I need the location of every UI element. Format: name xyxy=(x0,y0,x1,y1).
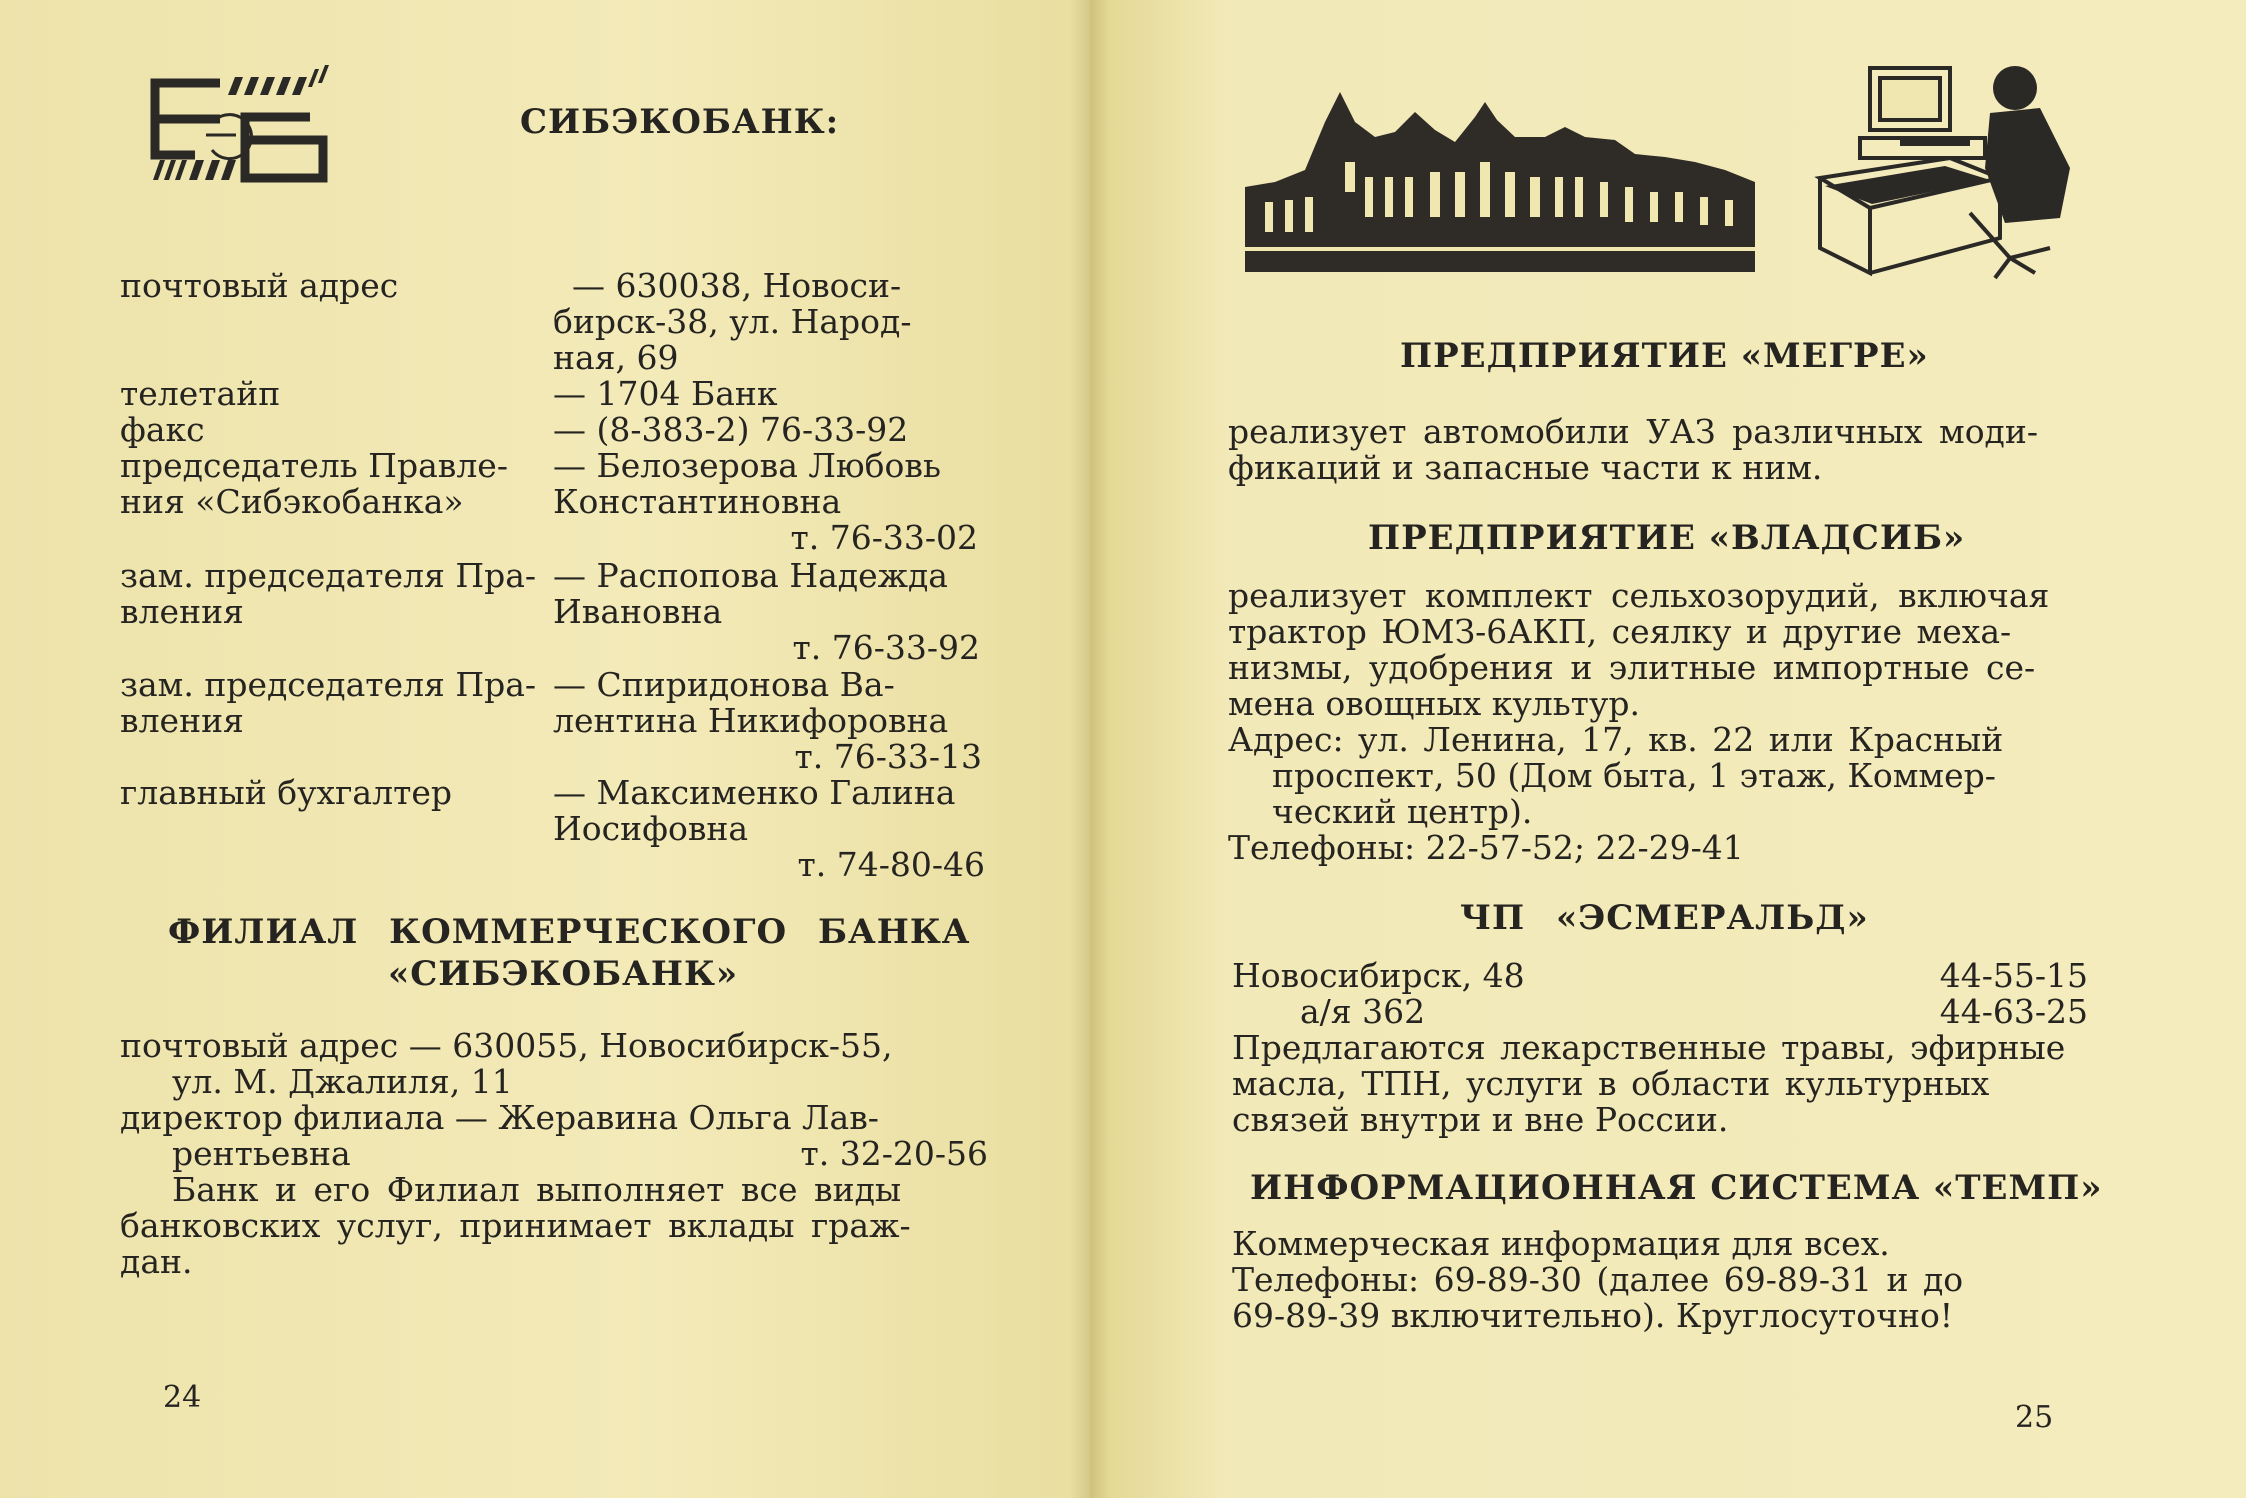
contact-deputy2-label-1: зам. председателя Пра- xyxy=(120,665,537,704)
contact-accountant-value-1: — Максименко Галина xyxy=(553,773,956,812)
sibecobank-title: СИБЭКОБАНК: xyxy=(520,102,840,142)
branch-line-3: директор филиала — Жеравина Ольга Лав- xyxy=(120,1098,879,1137)
office-worker-illustration xyxy=(1810,48,2080,288)
contact-deputy1-value-2: Ивановна xyxy=(553,592,723,631)
contact-chair-value-2: Константиновна xyxy=(553,482,842,521)
contact-deputy2-value-2: лентина Никифоровна xyxy=(553,701,949,740)
contact-deputy2-phone: т. 76-33-13 xyxy=(794,737,982,776)
contact-postal-value-3: ная, 69 xyxy=(553,338,679,377)
contact-postal-value-2: бирск-38, ул. Народ- xyxy=(553,302,912,341)
contact-accountant-value-2: Иосифовна xyxy=(553,809,749,848)
page-number-right: 25 xyxy=(2015,1400,2054,1435)
temp-line-3: 69-89-39 включительно). Круглосуточно! xyxy=(1232,1296,1954,1335)
contact-postal-value-1: — 630038, Новоси- xyxy=(572,266,902,305)
contact-fax-value: — (8-383-2) 76-33-92 xyxy=(553,410,909,449)
vladsib-title: ПРЕДПРИЯТИЕ «ВЛАДСИБ» xyxy=(1368,518,1966,558)
vladsib-line-2: трактор ЮМЗ-6АКП, сеялку и другие меха- xyxy=(1228,612,2012,651)
branch-line-2: ул. М. Джалиля, 11 xyxy=(172,1062,513,1101)
contact-teletype-label: телетайп xyxy=(120,374,281,413)
contact-accountant-label: главный бухгалтер xyxy=(120,773,452,812)
vladsib-line-8: Телефоны: 22-57-52; 22-29-41 xyxy=(1228,828,1744,867)
esmerald-phone-1: 44-55-15 xyxy=(1939,956,2088,995)
contact-deputy2-label-2: вления xyxy=(120,701,244,740)
esmerald-address-1: Новосибирск, 48 xyxy=(1232,956,1525,995)
contact-deputy1-label-2: вления xyxy=(120,592,244,631)
contact-deputy1-phone: т. 76-33-92 xyxy=(792,628,980,667)
book-gutter xyxy=(1070,0,1110,1498)
contact-chair-label-2: ния «Сибэкобанка» xyxy=(120,482,464,521)
contact-postal-label: почтовый адрес xyxy=(120,266,399,305)
branch-phone: т. 32-20-56 xyxy=(800,1134,988,1173)
building-illustration xyxy=(1245,82,1755,272)
vladsib-line-7: ческий центр). xyxy=(1272,792,1533,831)
contact-fax-label: факс xyxy=(120,410,205,449)
contact-accountant-phone: т. 74-80-46 xyxy=(797,845,985,884)
contact-deputy1-value-1: — Распопова Надежда xyxy=(553,556,948,595)
vladsib-line-1: реализует комплект сельхозорудий, включая xyxy=(1228,576,2050,615)
contact-chair-label-1: председатель Правле- xyxy=(120,446,508,485)
megre-line-1: реализует автомобили УАЗ различных моди- xyxy=(1228,412,2039,451)
temp-title: ИНФОРМАЦИОННАЯ СИСТЕМА «ТЕМП» xyxy=(1250,1168,2103,1208)
vladsib-line-5: Адрес: ул. Ленина, 17, кв. 22 или Красный xyxy=(1228,720,2004,759)
branch-line-1: почтовый адрес — 630055, Новосибирск-55, xyxy=(120,1026,893,1065)
contact-teletype-value: — 1704 Банк xyxy=(553,374,778,413)
vladsib-line-6: проспект, 50 (Дом быта, 1 этаж, Коммер- xyxy=(1272,756,1996,795)
megre-title: ПРЕДПРИЯТИЕ «МЕГРЕ» xyxy=(1400,336,1929,376)
branch-title-line-2: «СИБЭКОБАНК» xyxy=(388,954,739,994)
esmerald-phone-2: 44-63-25 xyxy=(1939,992,2088,1031)
contact-chair-value-1: — Белозерова Любовь xyxy=(553,446,941,485)
branch-line-6: банковских услуг, принимает вклады граж- xyxy=(120,1206,911,1245)
esmerald-line-2: масла, ТПН, услуги в области культурных xyxy=(1232,1064,1990,1103)
vladsib-line-4: мена овощных культур. xyxy=(1228,684,1640,723)
contact-deputy1-label-1: зам. председателя Пра- xyxy=(120,556,537,595)
contact-chair-phone: т. 76-33-02 xyxy=(790,518,978,557)
branch-line-7: дан. xyxy=(120,1242,193,1281)
sibecobank-logo xyxy=(140,55,350,195)
branch-line-5: Банк и его Филиал выполняет все виды xyxy=(172,1170,902,1209)
esmerald-address-2: а/я 362 xyxy=(1300,992,1426,1031)
vladsib-line-3: низмы, удобрения и элитные импортные се- xyxy=(1228,648,2036,687)
esmerald-line-1: Предлагаются лекарственные травы, эфирные xyxy=(1232,1028,2066,1067)
branch-title-line-1: ФИЛИАЛ КОММЕРЧЕСКОГО БАНКА xyxy=(168,912,971,952)
page-number-left: 24 xyxy=(163,1380,202,1415)
temp-line-1: Коммерческая информация для всех. xyxy=(1232,1224,1890,1263)
contact-deputy2-value-1: — Спиридонова Ва- xyxy=(553,665,895,704)
branch-line-4: рентьевна xyxy=(172,1134,351,1173)
esmerald-line-3: связей внутри и вне России. xyxy=(1232,1100,1729,1139)
esmerald-title: ЧП «ЭСМЕРАЛЬД» xyxy=(1460,898,1869,938)
temp-line-2: Телефоны: 69-89-30 (далее 69-89-31 и до xyxy=(1232,1260,1964,1299)
megre-line-2: фикаций и запасные части к ним. xyxy=(1228,448,1823,487)
